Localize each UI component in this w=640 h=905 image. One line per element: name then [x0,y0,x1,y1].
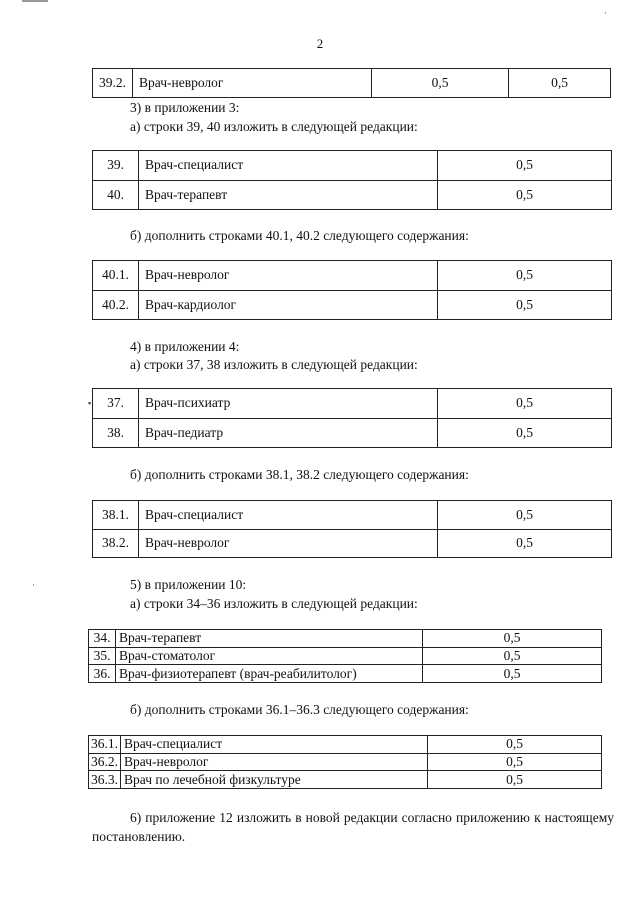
row-number: 34. [89,630,116,648]
table-row [93,69,611,98]
row-number: 40. [93,180,139,210]
final-paragraph: 6) приложение 12 изложить в новой редакции согласно приложению к настоящему постановлению. [92,810,614,844]
table-row [93,290,612,320]
table-row [93,529,612,558]
row-number: 35. [89,647,116,665]
row-number: 38.1. [93,501,139,530]
row-name: Врач-терапевт [116,630,423,648]
table-row [93,261,612,291]
item-heading: 5) в приложении 10: [130,577,247,592]
item-subheading: б) дополнить строками 36.1–36.3 следующего содержания: [130,702,469,717]
row-value: 0,5 [438,151,612,181]
row-value: 0,5 [372,69,509,98]
row-number: 36.2. [89,753,121,771]
row-name: Врач по лечебной физкультуре [121,771,428,789]
row-value: 0,5 [438,290,612,320]
row-value: 0,5 [438,501,612,530]
row-number: 38. [93,418,139,448]
row-name: Врач-стоматолог [116,647,423,665]
table-appendix3-rows40-1-40-2 [92,260,612,320]
row-number: 36. [89,665,116,683]
table-row [93,418,612,448]
row-number: 38.2. [93,529,139,558]
row-value: 0,5 [438,389,612,419]
page-number: 2 [316,36,324,51]
scan-dot-mark: ▪ [88,398,92,408]
row-name: Врач-педиатр [139,418,438,448]
table-row [89,771,602,789]
row-value: 0,5 [438,180,612,210]
table-row [89,665,602,683]
item-heading: 4) в приложении 4: [130,339,240,354]
table-row [93,180,612,210]
item-subheading: а) строки 39, 40 изложить в следующей редакции: [130,119,418,134]
row-name: Врач-физиотерапевт (врач-реабилитолог) [116,665,423,683]
row-name: Врач-терапевт [139,180,438,210]
table-row [93,151,612,181]
item-subheading: б) дополнить строками 40.1, 40.2 следующего содержания: [130,228,469,243]
row-name: Врач-специалист [121,736,428,754]
table-appendix3-rows39-40 [92,150,612,210]
table-appendix4-rows38-1-38-2 [92,500,612,558]
table-row [89,753,602,771]
row-value: 0,5 [438,529,612,558]
row-number: 40.2. [93,290,139,320]
table-row [89,630,602,648]
table-row [89,647,602,665]
scan-dot-mark: · [604,8,607,18]
item-subheading: а) строки 37, 38 изложить в следующей редакции: [130,357,418,372]
row-number: 36.3. [89,771,121,789]
row-name: Врач-невролог [139,529,438,558]
item-heading: 3) в приложении 3: [130,100,240,115]
row-number: 40.1. [93,261,139,291]
table-appendix4-rows37-38 [92,388,612,448]
row-value: 0,5 [423,647,602,665]
row-value: 0,5 [509,69,611,98]
scan-dot-mark: · [32,580,35,590]
row-name: Врач-кардиолог [139,290,438,320]
row-value: 0,5 [423,665,602,683]
table-appendix10-rows34-36 [88,629,602,683]
scan-corner-mark [22,0,48,2]
row-name: Врач-психиатр [139,389,438,419]
row-value: 0,5 [428,736,602,754]
row-number: 37. [93,389,139,419]
row-value: 0,5 [428,771,602,789]
row-value: 0,5 [423,630,602,648]
row-value: 0,5 [438,418,612,448]
table-row [89,736,602,754]
item-subheading: б) дополнить строками 38.1, 38.2 следующего содержания: [130,467,469,482]
row-value: 0,5 [438,261,612,291]
table-row [93,501,612,530]
row-value: 0,5 [428,753,602,771]
table-appendix2-row39-2 [92,68,611,98]
row-number: 36.1. [89,736,121,754]
row-number: 39.2. [93,69,133,98]
table-row [93,389,612,419]
row-name: Врач-специалист [139,501,438,530]
row-name: Врач-специалист [139,151,438,181]
row-name: Врач-невролог [121,753,428,771]
table-appendix10-rows36-1-36-3 [88,735,602,789]
row-name: Врач-невролог [133,69,372,98]
row-name: Врач-невролог [139,261,438,291]
row-number: 39. [93,151,139,181]
item-subheading: а) строки 34–36 изложить в следующей редакции: [130,596,418,611]
